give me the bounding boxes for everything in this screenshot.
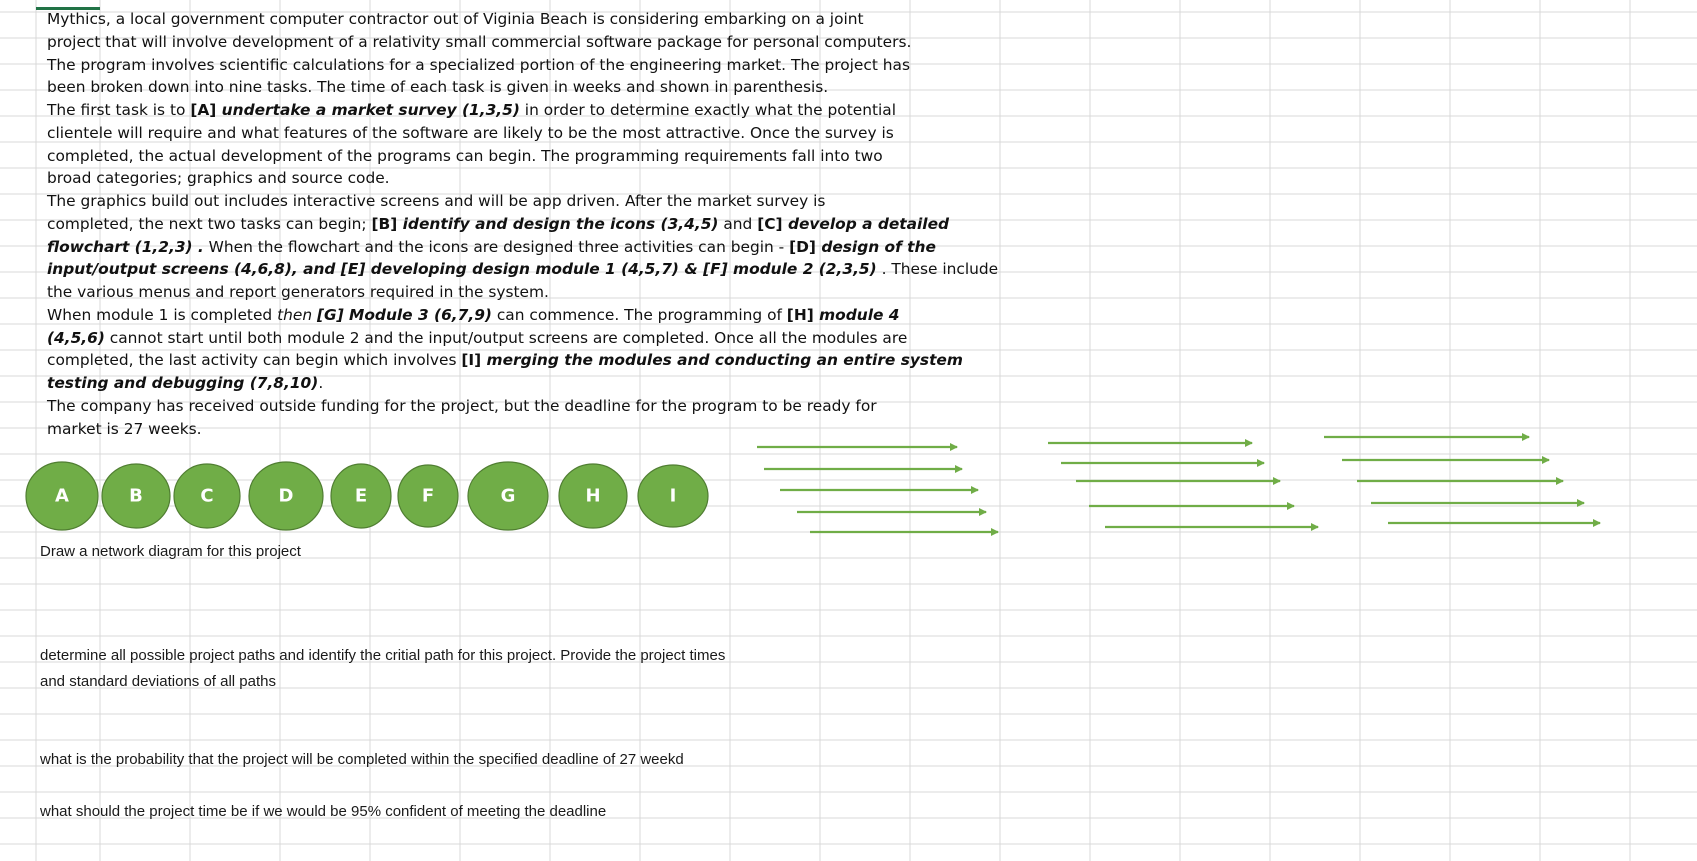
problem-text-run: [H] <box>786 305 820 324</box>
problem-text-run: completed, the last activity can begin which involves <box>47 351 462 370</box>
problem-text-run: completed, the actual development of the programs can begin. The programming requirements fall into two <box>47 146 883 165</box>
problem-text-run: and <box>718 214 758 233</box>
node-a-shape[interactable] <box>26 462 98 530</box>
node-g-shape[interactable] <box>468 462 548 530</box>
problem-text-run: When module 1 is completed <box>47 305 278 324</box>
problem-text-run: The program involves scientific calculations for a specialized portion of the engineering market. The project has <box>47 55 910 74</box>
node-h-label: H <box>585 485 601 507</box>
problem-text-run: been broken down into nine tasks. The time of each task is given in weeks and shown in parenthesis. <box>47 78 829 97</box>
problem-text-run: [B] <box>371 214 403 233</box>
problem-text-run: undertake a market survey (1,3,5) <box>221 101 520 119</box>
node-g-label: G <box>500 485 516 507</box>
problem-text-run: . These include <box>876 260 999 279</box>
problem-text-run: develop a detailed <box>787 214 950 233</box>
problem-text-run: (4,5,6) <box>47 328 105 347</box>
node-c-label: C <box>200 485 214 507</box>
problem-text-run: cannot start until both module 2 and the input/output screens are completed. Once all the modules are <box>104 328 908 347</box>
draw-diagram-prompt: Draw a network diagram for this project <box>40 543 301 560</box>
problem-text-run: [G] Module 3 (6,7,9) <box>316 305 492 324</box>
problem-text-run: testing and debugging (7,8,10) <box>47 374 319 392</box>
problem-text-run: completed, the next two tasks can begin; <box>47 214 372 233</box>
problem-text-run: can commence. The programming of <box>491 305 787 324</box>
problem-text-run: module 4 <box>819 305 900 324</box>
problem-text-run: clientele will require and what features of the software are likely to be the most attractive. Once the survey is <box>47 123 894 142</box>
node-c-shape[interactable] <box>174 464 240 528</box>
paths-prompt-line1: determine all possible project paths and identify the critial path for this project. Provide the project times <box>40 647 726 664</box>
problem-text-run: then <box>277 305 317 324</box>
problem-text-run: project that will involve development of a relativity small commercial software package for personal computers. <box>47 32 912 51</box>
problem-text-run: in order to determine exactly what the potential <box>519 101 896 119</box>
problem-text-run: flowchart (1,2,3) . <box>47 237 204 256</box>
problem-text-run: broad categories; graphics and source code. <box>47 169 390 188</box>
problem-text-run: The graphics build out includes interactive screens and will be app driven. After the market survey is <box>47 192 826 210</box>
problem-text-run: [C] <box>757 214 788 233</box>
paths-prompt-line2: and standard deviations of all paths <box>40 673 276 690</box>
node-b-label: B <box>129 485 143 507</box>
node-e-label: E <box>354 485 368 507</box>
problem-text-run: market is 27 weeks. <box>47 419 202 438</box>
problem-text-run: identify and design the icons (3,4,5) <box>402 214 719 233</box>
node-a-label: A <box>55 485 69 507</box>
probability-prompt: what is the probability that the project will be completed within the specified deadline of 27 weekd <box>40 751 684 768</box>
problem-text-run: merging the modules and conducting an entire system <box>486 351 963 370</box>
problem-text-run: . <box>318 374 324 392</box>
node-d-label: D <box>278 485 294 507</box>
problem-text-run: Mythics, a local government computer contractor out of Viginia Beach is considering embarking on a joint <box>47 10 864 28</box>
problem-text-run: the various menus and report generators required in the system. <box>47 283 549 301</box>
problem-text-run: design of the <box>821 237 936 256</box>
problem-text-run: When the flowchart and the icons are designed three activities can begin - <box>203 237 790 256</box>
node-i-shape[interactable] <box>638 465 708 527</box>
node-h-shape[interactable] <box>559 464 627 528</box>
node-i-label: I <box>669 485 677 507</box>
node-d-shape[interactable] <box>249 462 323 530</box>
node-f-label: F <box>421 485 435 507</box>
node-e-shape[interactable] <box>331 464 391 528</box>
problem-text-run: [A] <box>190 101 222 119</box>
problem-text-run: [I] <box>461 351 487 370</box>
problem-text-run: The company has received outside funding for the project, but the deadline for the program to be ready for <box>47 396 877 415</box>
node-f-shape[interactable] <box>398 465 458 527</box>
problem-text-run: input/output screens (4,6,8), and [E] developing design module 1 (4,5,7) & [F] module 2 (2,3,5) <box>47 260 877 279</box>
problem-text-run: [D] <box>789 237 822 256</box>
problem-text-run: The first task is to <box>47 101 191 119</box>
confidence-prompt: what should the project time be if we would be 95% confident of meeting the deadline <box>40 803 607 820</box>
node-b-shape[interactable] <box>102 464 170 528</box>
